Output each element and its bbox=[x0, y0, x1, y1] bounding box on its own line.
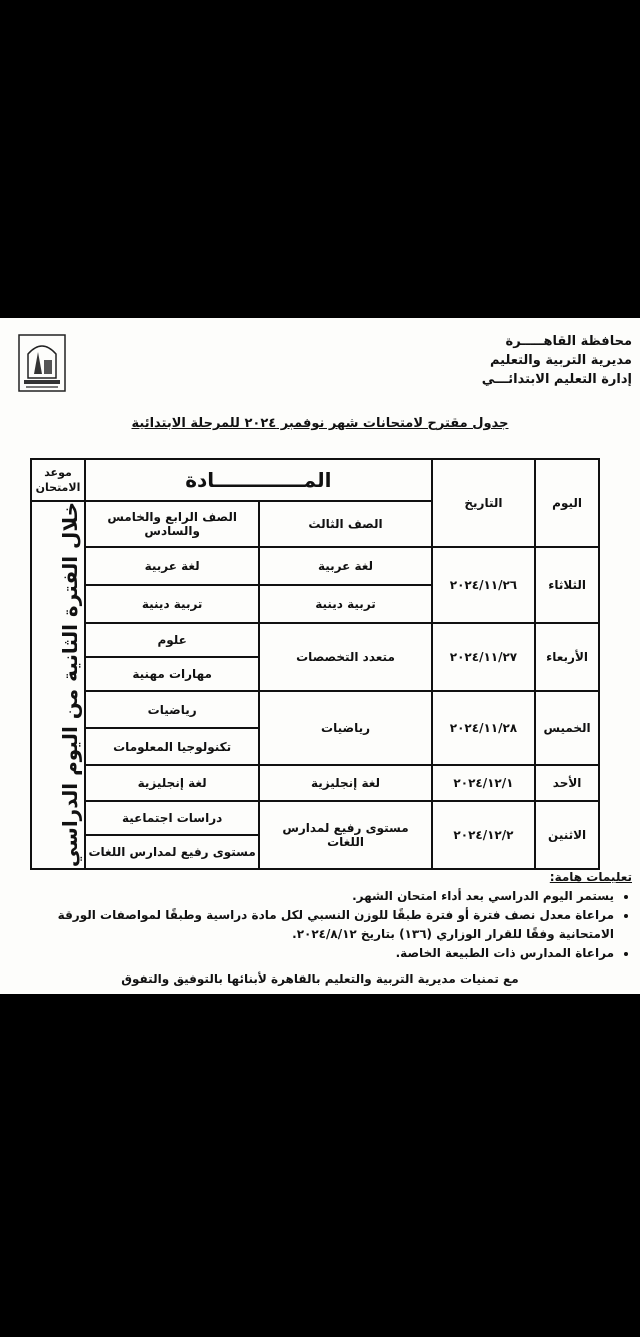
table-row bbox=[31, 623, 599, 657]
list-item: • مراعاة المدارس ذات الطبيعة الخاصة. bbox=[24, 944, 614, 963]
table-row bbox=[31, 801, 599, 835]
list-item: • يستمر اليوم الدراسي بعد أداء امتحان الشهر. bbox=[24, 887, 614, 906]
day-cell: الأربعاء bbox=[535, 623, 599, 691]
grade-3-subject: متعدد التخصصات bbox=[259, 623, 431, 691]
directorate-line: مديرية التربية والتعليم bbox=[489, 353, 632, 368]
grade-3-subject: تربية دينية bbox=[259, 585, 431, 623]
table-row bbox=[31, 691, 599, 728]
day-header: اليوم bbox=[535, 459, 599, 547]
grade-4-5-6-subject: دراسات اجتماعية bbox=[85, 801, 259, 835]
grade-4-5-6-subject: علوم bbox=[85, 623, 259, 657]
exam-period-cell bbox=[31, 501, 85, 869]
grade-3-subject: لغة إنجليزية bbox=[259, 765, 431, 801]
grade-4-5-6-subject: لغة إنجليزية bbox=[85, 765, 259, 801]
grade-3-subject: مستوى رفيع لمدارس اللغات bbox=[259, 801, 431, 869]
grade-4-5-6-subject: رياضيات bbox=[85, 691, 259, 728]
important-instructions bbox=[24, 868, 632, 963]
date-cell: ٢٠٢٤/١٢/٢ bbox=[432, 801, 535, 869]
day-cell: الأحد bbox=[535, 765, 599, 801]
grade-4-5-6-subject: تكنولوجيا المعلومات bbox=[85, 728, 259, 765]
document-title: جدول مقترح لامتحانات شهر نوفمبر ٢٠٢٤ للمرحلة الابتدائية bbox=[131, 416, 509, 431]
grade-4-5-6-subject: مستوى رفيع لمدارس اللغات bbox=[85, 835, 259, 869]
letterhead bbox=[482, 332, 632, 389]
instructions-list bbox=[24, 887, 632, 963]
governorate-line: محافظة القاهـــــرة bbox=[505, 334, 632, 349]
administration-line: إدارة التعليم الابتدائـــي bbox=[481, 372, 632, 387]
closing-remark: مع تمنيات مديرية التربية والتعليم بالقاهرة لأبنائها بالتوفيق والتفوق bbox=[121, 972, 519, 986]
grade-4-5-6-header: الصف الرابع والخامس والسادس bbox=[85, 501, 259, 547]
instructions-title: تعليمات هامة: bbox=[549, 870, 632, 884]
exam-period-text: خلال الفترة الثانية من اليوم الدراسي bbox=[57, 502, 82, 868]
table-row bbox=[31, 765, 599, 801]
date-cell: ٢٠٢٤/١١/٢٨ bbox=[432, 691, 535, 765]
grade-3-header: الصف الثالث bbox=[259, 501, 431, 547]
date-cell: ٢٠٢٤/١١/٢٧ bbox=[432, 623, 535, 691]
subject-header: المـــــــــــــادة bbox=[85, 459, 432, 501]
date-header: التاريخ bbox=[432, 459, 535, 547]
list-item: • مراعاة معدل نصف فترة أو فترة طبقًا للوزن النسبي لكل مادة دراسية وطبقًا لمواصفات الورقة الامتحانية وفقًا للقرار الوزاري (١٣٦) بتاريخ ٢٠٢٤/٨/١٢. bbox=[24, 906, 614, 944]
exam-time-header: موعد الامتحان bbox=[31, 459, 85, 501]
date-cell: ٢٠٢٤/١٢/١ bbox=[432, 765, 535, 801]
grade-4-5-6-subject: تربية دينية bbox=[85, 585, 259, 623]
table-header-row bbox=[31, 459, 599, 501]
directorate-logo-icon bbox=[18, 334, 66, 392]
grade-3-subject: رياضيات bbox=[259, 691, 431, 765]
grade-4-5-6-subject: مهارات مهنية bbox=[85, 657, 259, 691]
day-cell: الثلاثاء bbox=[535, 547, 599, 623]
date-cell: ٢٠٢٤/١١/٢٦ bbox=[432, 547, 535, 623]
grade-3-subject: لغة عربية bbox=[259, 547, 431, 585]
table-row bbox=[31, 547, 599, 585]
grade-4-5-6-subject: لغة عربية bbox=[85, 547, 259, 585]
exam-schedule-table bbox=[30, 458, 600, 870]
day-cell: الاثنين bbox=[535, 801, 599, 869]
day-cell: الخميس bbox=[535, 691, 599, 765]
document-page bbox=[0, 318, 640, 994]
